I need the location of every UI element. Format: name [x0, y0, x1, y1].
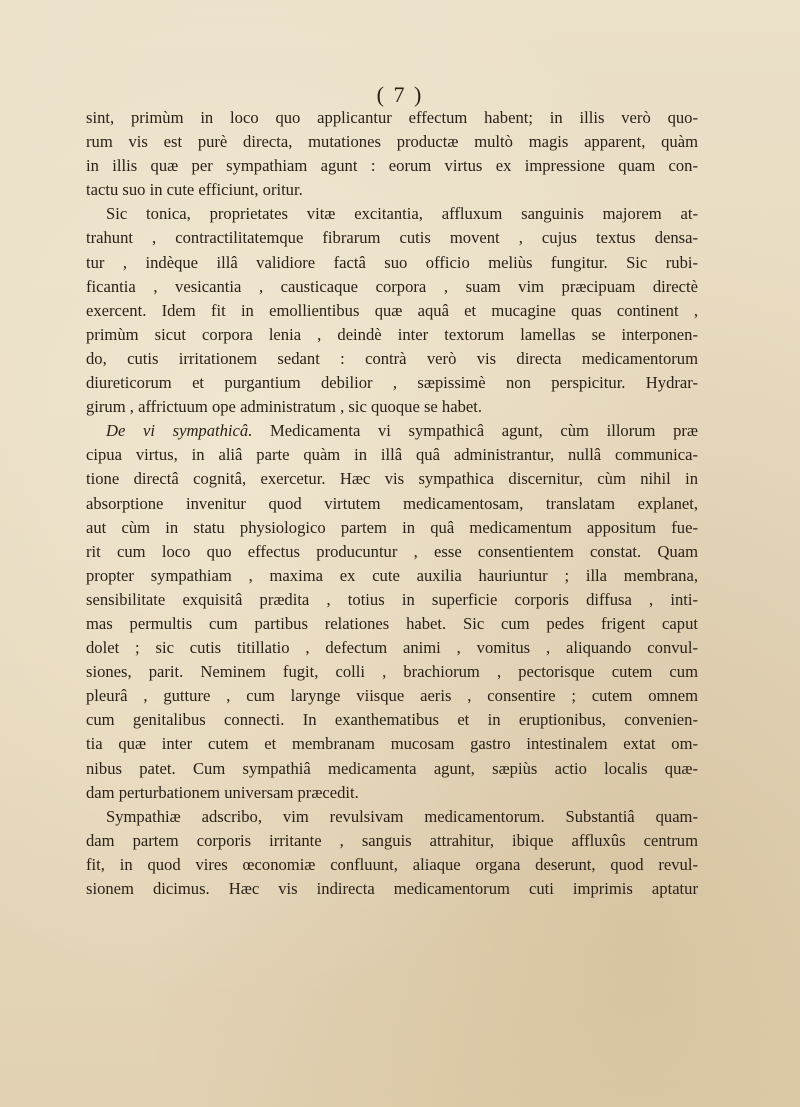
section-heading-italic: De vi sympathicâ. — [106, 421, 253, 441]
text-line: De vi sympathicâ. Medicamenta vi sympathicâ agunt, cùm illorum præ — [106, 421, 698, 441]
body-text — [86, 106, 698, 901]
text-line: siones, parit. Neminem fugit, colli , brachiorum , pectorisque cutem cum — [86, 662, 698, 682]
text-line: tione directâ cognitâ, exercetur. Hæc vis sympathica discernitur, cùm nihil in — [86, 469, 698, 489]
text-line: tur , indèque illâ validiore factâ suo officio meliùs fungitur. Sic rubi- — [86, 252, 698, 272]
text-line: fit, in quod vires œconomiæ confluunt, aliaque organa deserunt, quod revul- — [86, 854, 698, 874]
text-line: rit cum loco quo effectus producuntur , esse consentientem constat. Quam — [86, 541, 698, 561]
text-line: tactu suo in cute efficiunt, oritur. — [86, 180, 303, 200]
text-line: ficantia , vesicantia , causticaque corpora , suam vim præcipuam directè — [86, 276, 698, 296]
text-line: do, cutis irritationem sedant : contrà verò vis directa medicamentorum — [86, 348, 698, 368]
text-line: exercent. Idem fit in emollientibus quæ aquâ et mucagine quas continent , — [86, 300, 698, 320]
text-line: propter sympathiam , maxima ex cute auxilia hauriuntur ; illa membrana, — [86, 565, 698, 585]
text-line: sensibilitate exquisitâ prædita , totius in superficie corporis diffusa , inti- — [86, 589, 698, 609]
text-line: sionem dicimus. Hæc vis indirecta medicamentorum cuti imprimis aptatur — [86, 879, 698, 898]
text-line: cipua virtus, in aliâ parte quàm in illâ quâ administrantur, nullâ communica- — [86, 445, 698, 465]
text-line: primùm sicut corpora lenia , deindè inter textorum lamellas se interponen- — [86, 324, 698, 344]
text-line: in illis quæ per sympathiam agunt : eorum virtus ex impressione quam con- — [86, 156, 698, 176]
text-line: sint, primùm in loco quo applicantur effectum habent; in illis verò quo- — [86, 108, 698, 127]
text-line: dolet ; sic cutis titillatio , defectum animi , vomitus , aliquando convul- — [86, 638, 698, 658]
text-line: dam perturbationem universam præcedit. — [86, 782, 359, 802]
text-line: nibus patet. Cum sympathiâ medicamenta agunt, sæpiùs actio localis quæ- — [86, 758, 698, 778]
text-line: aut cùm in statu physiologico partem in quâ medicamentum appositum fue- — [86, 517, 698, 537]
text-line: Sic tonica, proprietates vitæ excitantia, affluxum sanguinis majorem at- — [106, 204, 698, 224]
text-line: Sympathiæ adscribo, vim revulsivam medicamentorum. Substantiâ quam- — [106, 806, 698, 826]
text-line: girum , affrictuum ope administratum , sic quoque se habet. — [86, 397, 483, 417]
text-line: mas permultis cum partibus relationes habet. Sic cum pedes frigent caput — [86, 613, 698, 633]
text-line: trahunt , contractilitatemque fibrarum cutis movent , cujus textus densa- — [86, 228, 698, 248]
text-line: dam partem corporis irritante , sanguis attrahitur, ibique affluxûs centrum — [86, 830, 698, 850]
text-line: rum vis est purè directa, mutationes productæ multò magis apparent, quàm — [86, 132, 698, 152]
text-line: tia quæ inter cutem et membranam mucosam gastro intestinalem extat om- — [86, 734, 698, 754]
text-line: pleurâ , gutture , cum larynge viisque aeris , consentire ; cutem omnem — [86, 686, 698, 706]
text-line: absorptione invenitur quod virtutem medicamentosam, translatam explanet, — [86, 493, 698, 513]
text-line: diureticorum et purgantium debilior , sæpissimè non perspicitur. Hydrar- — [86, 373, 698, 393]
page-number: ( 7 ) — [376, 82, 424, 107]
text-line: cum genitalibus connecti. In exanthematibus et in eruptionibus, convenien- — [86, 710, 698, 730]
